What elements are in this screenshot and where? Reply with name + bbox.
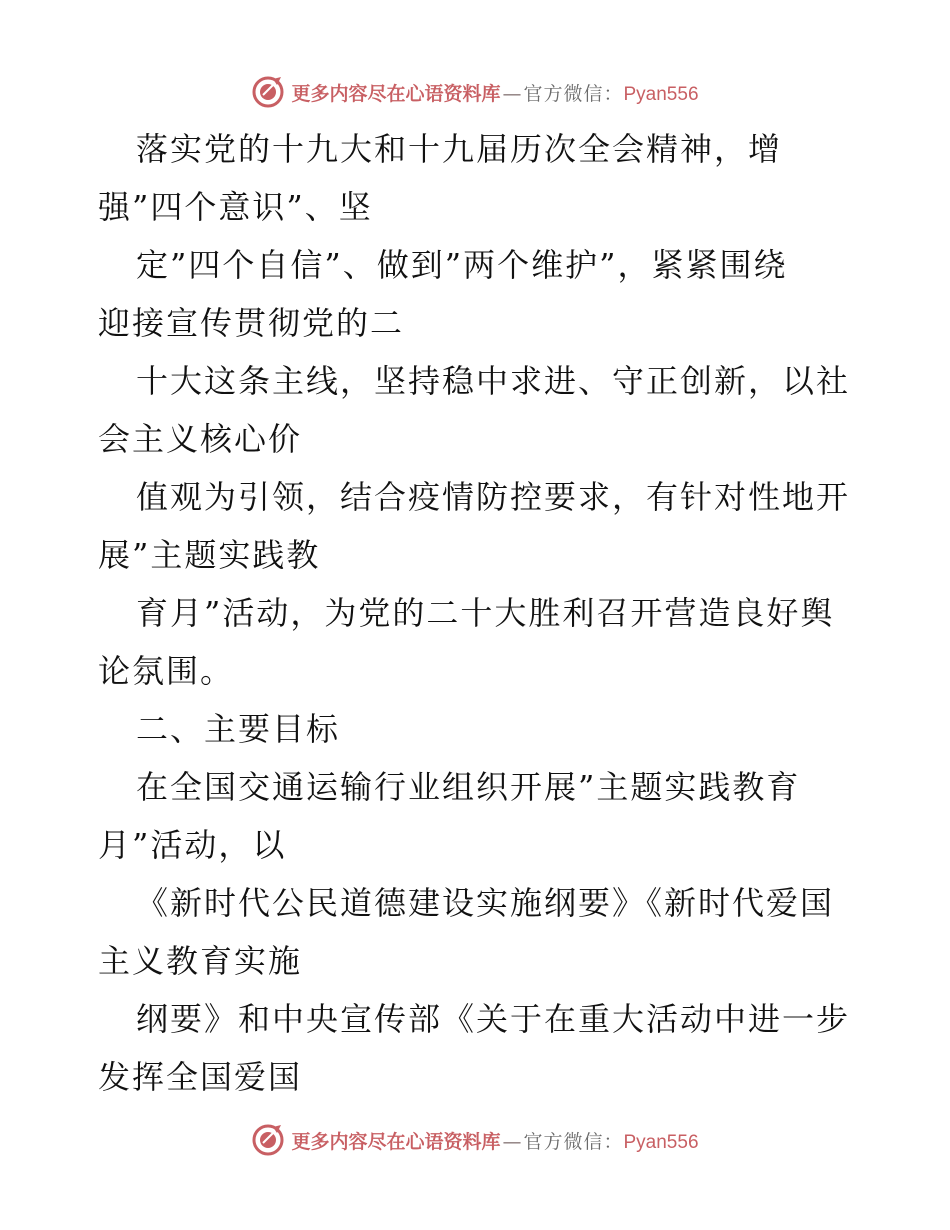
text-line: 育月”活动，为党的二十大胜利召开营造良好舆: [136, 594, 835, 632]
text-line: 主义教育实施: [98, 942, 303, 980]
text-line: 展”主题实践教: [98, 536, 321, 574]
watermark-label: 官方微信：: [523, 1130, 624, 1153]
text-line: 定”四个自信”、做到”两个维护”，紧紧围绕: [136, 246, 788, 284]
pen-circle-logo-icon: [251, 1123, 285, 1157]
text-line: 发挥全国爱国: [98, 1058, 303, 1096]
text-line: 十大这条主线，坚持稳中求进、守正创新，以社: [136, 362, 851, 400]
watermark-separator: —: [502, 82, 522, 105]
watermark-main-text: 更多内容尽在心语资料库: [291, 1130, 501, 1153]
watermark-id: Pyan556: [623, 1131, 699, 1153]
document-body: [98, 120, 858, 1106]
text-line: 迎接宣传贯彻党的二: [98, 304, 405, 342]
text-line: 在全国交通运输行业组织开展”主题实践教育: [136, 768, 801, 806]
watermark-main-text: 更多内容尽在心语资料库: [291, 82, 501, 105]
text-line: 落实党的十九大和十九届历次全会精神，增: [136, 130, 783, 168]
watermark-label: 官方微信：: [523, 82, 624, 105]
text-line: 强”四个意识”、坚: [98, 188, 373, 226]
text-line: 论氛围。: [98, 652, 235, 690]
text-line: 纲要》和中央宣传部《关于在重大活动中进一步: [136, 1000, 851, 1038]
text-line: 值观为引领，结合疫情防控要求，有针对性地开: [136, 478, 851, 516]
watermark-separator: —: [502, 1130, 522, 1153]
watermark-id: Pyan556: [623, 83, 699, 105]
text-line: 《新时代公民道德建设实施纲要》《新时代爱国: [136, 884, 835, 922]
footer-watermark: [0, 1120, 950, 1160]
text-line: 会主义核心价: [98, 420, 303, 458]
pen-circle-logo-icon: [251, 75, 285, 109]
section-heading: 二、主要目标: [136, 710, 341, 748]
header-watermark: [0, 72, 950, 112]
text-line: 月”活动，以: [98, 826, 287, 864]
